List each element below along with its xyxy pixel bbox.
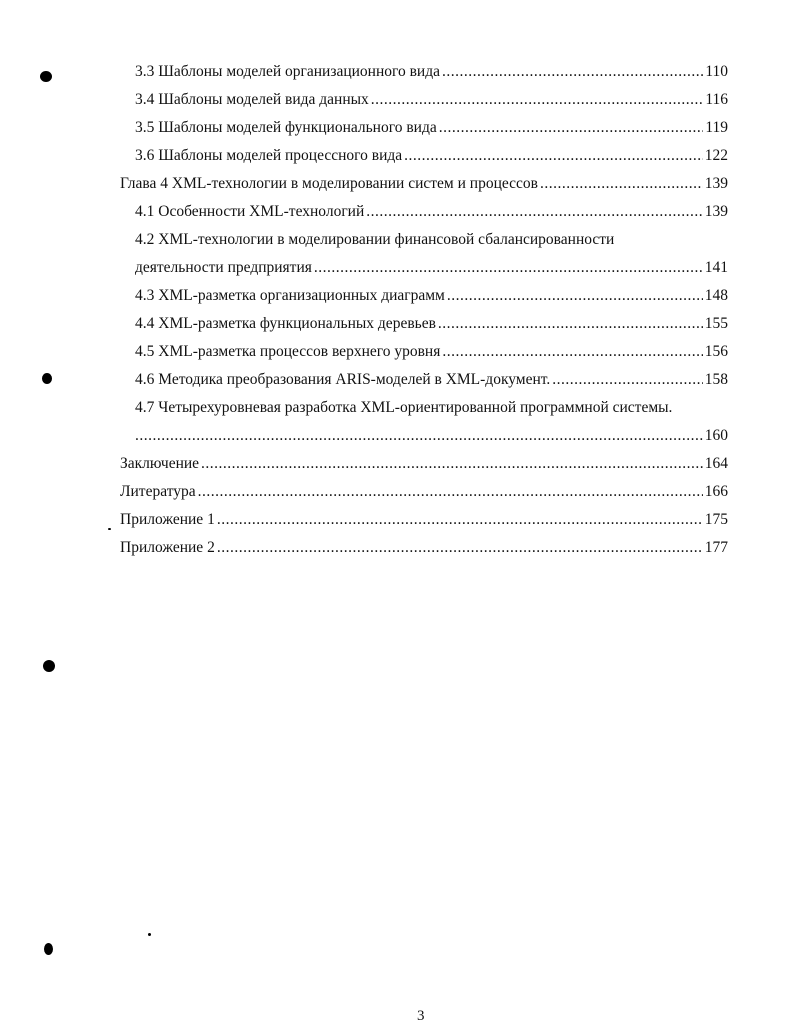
toc-leader-dots <box>442 58 703 86</box>
scan-speck <box>43 660 55 672</box>
toc-leader-dots <box>198 478 703 506</box>
toc-entry-page: 164 <box>704 455 728 472</box>
toc-entry-page: 141 <box>704 259 728 276</box>
toc-entry-page: 116 <box>705 91 728 108</box>
toc-entry-4-7 <box>120 394 728 422</box>
toc-entry-chapter-4 <box>120 170 728 198</box>
toc-entry-appendix-1 <box>120 506 728 534</box>
toc-entry-page: 158 <box>704 371 728 388</box>
scan-speck <box>44 943 53 955</box>
table-of-contents <box>120 58 728 562</box>
toc-entry-title: 3.4 Шаблоны моделей вида данных <box>135 91 369 108</box>
toc-leader-dots <box>552 366 702 394</box>
toc-leader-dots <box>217 534 703 562</box>
toc-entry-3-4 <box>120 86 728 114</box>
toc-entry-title: Приложение 1 <box>120 511 215 528</box>
toc-entry-title: 4.4 XML-разметка функциональных деревьев <box>135 315 436 332</box>
toc-entry-title: 4.3 XML-разметка организационных диаграмм <box>135 287 445 304</box>
page-number: 3 <box>417 1008 425 1024</box>
toc-entry-page: 156 <box>704 343 728 360</box>
scan-speck <box>108 528 111 530</box>
toc-entry-page: 139 <box>704 203 728 220</box>
toc-entry-4-6 <box>120 366 728 394</box>
toc-entry-appendix-2 <box>120 534 728 562</box>
toc-leader-dots <box>439 114 704 142</box>
toc-entry-3-3 <box>120 58 728 86</box>
scan-speck <box>148 933 151 936</box>
toc-entry-page: 148 <box>704 287 728 304</box>
toc-entry-title: Заключение <box>120 455 200 472</box>
toc-entry-literature <box>120 478 728 506</box>
toc-entry-3-6 <box>120 142 728 170</box>
toc-entry-page: 119 <box>705 119 728 136</box>
toc-entry-page: 155 <box>704 315 728 332</box>
scan-speck <box>42 373 52 384</box>
toc-entry-page: 110 <box>705 63 728 80</box>
toc-entry-conclusion <box>120 450 728 478</box>
toc-entry-page: 139 <box>704 175 728 192</box>
toc-entry-4-4 <box>120 310 728 338</box>
toc-entry-4-2 <box>120 226 728 254</box>
toc-entry-title-continued: деятельности предприятия <box>135 259 312 276</box>
toc-entry-title: 4.6 Методика преобразования ARIS-моделей в XML-документ. <box>135 371 551 388</box>
toc-entry-title: 4.5 XML-разметка процессов верхнего уровня <box>135 343 441 360</box>
toc-entry-4-3 <box>120 282 728 310</box>
toc-leader-dots <box>371 86 704 114</box>
toc-leader-dots <box>217 506 703 534</box>
toc-entry-page: 177 <box>704 539 728 556</box>
toc-leader-dots <box>366 198 702 226</box>
toc-leader-dots <box>314 254 703 282</box>
toc-entry-title: 4.1 Особенности XML-технологий <box>135 203 365 220</box>
toc-entry-4-7-continued <box>120 422 728 450</box>
toc-entry-title: Литература <box>120 483 196 500</box>
toc-entry-4-5 <box>120 338 728 366</box>
toc-entry-3-5 <box>120 114 728 142</box>
toc-entry-4-1 <box>120 198 728 226</box>
toc-leader-dots <box>442 338 702 366</box>
toc-leader-dots <box>404 142 703 170</box>
toc-leader-dots <box>540 170 703 198</box>
toc-entry-4-2-continued <box>120 254 728 282</box>
toc-entry-title: 3.3 Шаблоны моделей организационного вида <box>135 63 440 80</box>
toc-entry-page: 166 <box>704 483 728 500</box>
toc-entry-title: 3.6 Шаблоны моделей процессного вида <box>135 147 403 164</box>
toc-entry-page: 160 <box>704 427 728 444</box>
toc-entry-page: 175 <box>704 511 728 528</box>
toc-leader-dots <box>447 282 703 310</box>
toc-entry-title: 4.7 Четырехуровневая разработка XML-ориентированной программной системы. <box>135 399 673 416</box>
toc-entry-title: 4.2 XML-технологии в моделировании финансовой сбалансированности <box>135 231 615 248</box>
toc-leader-dots <box>201 450 703 478</box>
toc-leader-dots <box>438 310 703 338</box>
toc-entry-title: Приложение 2 <box>120 539 215 556</box>
toc-entry-title: 3.5 Шаблоны моделей функционального вида <box>135 119 437 136</box>
scan-speck <box>40 71 52 82</box>
toc-entry-title: Глава 4 XML-технологии в моделировании систем и процессов <box>120 175 538 192</box>
toc-leader-dots <box>135 422 703 450</box>
toc-entry-page: 122 <box>704 147 728 164</box>
